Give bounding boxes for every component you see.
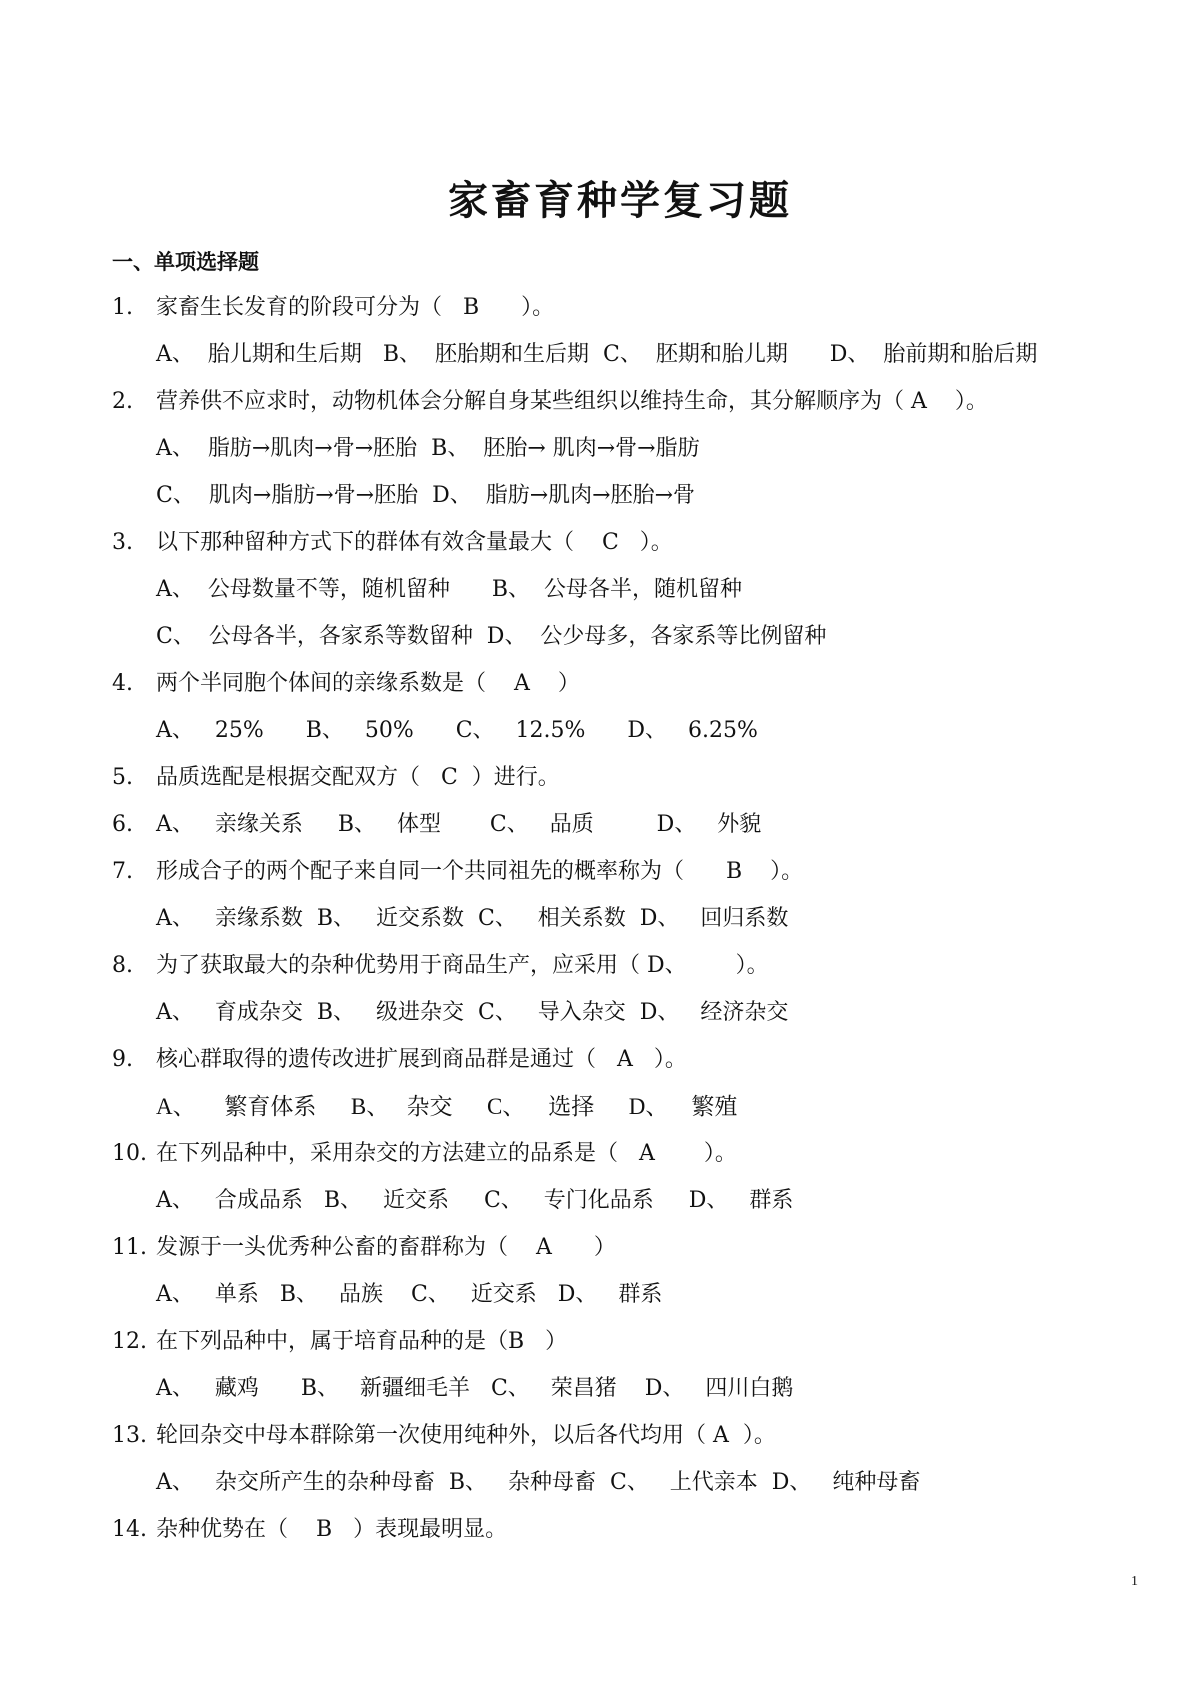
- answer-options: A、 公母数量不等，随机留种 B、 公母各半，随机留种: [156, 577, 742, 602]
- answer-options: A、 杂交所产生的杂种母畜 B、 杂种母畜 C、 上代亲本 D、 纯种母畜: [156, 1470, 921, 1495]
- question-line: [112, 808, 1152, 855]
- answer-options: A、 脂肪→肌肉→骨→胚胎 B、 胚胎→ 肌肉→骨→脂肪: [156, 436, 700, 461]
- question-line: [112, 949, 1152, 996]
- answer-options: A、 25% B、 50% C、 12.5% D、 6.25%: [156, 718, 758, 743]
- document-title: 家畜育种学复习题: [448, 178, 792, 224]
- question-line: [112, 1513, 1152, 1560]
- question-text: 核心群取得的遗传改进扩展到商品群是通过（ A ）。: [156, 1047, 687, 1072]
- section-heading: 一、单项选择题: [112, 250, 259, 274]
- question-text: 在下列品种中，采用杂交的方法建立的品系是（ A ）。: [156, 1141, 737, 1166]
- question-number: 13.: [112, 1423, 147, 1448]
- question-line: [112, 855, 1152, 902]
- question-line: [112, 761, 1152, 808]
- question-number: 3.: [112, 530, 133, 555]
- question-line: [112, 1043, 1152, 1090]
- question-line: [112, 667, 1152, 714]
- question-number: 5.: [112, 765, 133, 790]
- answer-options: C、 公母各半，各家系等数留种 D、 公少母多，各家系等比例留种: [156, 624, 827, 649]
- question-text: 形成合子的两个配子来自同一个共同祖先的概率称为（ B ）。: [156, 859, 804, 884]
- question-number: 6.: [112, 812, 133, 837]
- question-line: [112, 1231, 1152, 1278]
- question-text: 营养供不应求时，动物机体会分解自身某些组织以维持生命，其分解顺序为（ A ）。: [156, 389, 988, 414]
- question-number: 2.: [112, 389, 133, 414]
- question-number: 8.: [112, 953, 133, 978]
- question-text: 轮回杂交中母本群除第一次使用纯种外，以后各代均用（ A ）。: [156, 1423, 776, 1448]
- question-number: 9.: [112, 1047, 133, 1072]
- question-line: [112, 291, 1152, 338]
- question-text: 发源于一头优秀种公畜的畜群称为（ A ）: [156, 1235, 616, 1260]
- question-text: A、 亲缘关系 B、 体型 C、 品质 D、 外貌: [156, 812, 762, 837]
- question-number: 1.: [112, 295, 133, 320]
- question-number: 4.: [112, 671, 133, 696]
- answer-options: A、 育成杂交 B、 级进杂交 C、 导入杂交 D、 经济杂交: [156, 1000, 789, 1025]
- question-text: 为了获取最大的杂种优势用于商品生产，应采用（ D、 ）。: [156, 953, 769, 978]
- question-text: 两个半同胞个体间的亲缘系数是（ A ）: [156, 671, 580, 696]
- answer-options: A、 合成品系 B、 近交系 C、 专门化品系 D、 群系: [156, 1188, 794, 1213]
- answer-options: A、 亲缘系数 B、 近交系数 C、 相关系数 D、 回归系数: [156, 906, 789, 931]
- question-text: 家畜生长发育的阶段可分为（ B ）。: [156, 295, 555, 320]
- question-number: 10.: [112, 1141, 147, 1166]
- question-text: 在下列品种中，属于培育品种的是（B ）: [156, 1329, 568, 1354]
- question-text: 杂种优势在（ B ）表现最明显。: [156, 1517, 508, 1542]
- question-text: 以下那种留种方式下的群体有效含量最大（ C ）。: [156, 530, 673, 555]
- question-line: [112, 1137, 1152, 1184]
- question-line: [112, 526, 1152, 573]
- question-number: 14.: [112, 1517, 147, 1542]
- page-number: 1: [1131, 1574, 1138, 1589]
- question-number: 12.: [112, 1329, 147, 1354]
- question-text: 品质选配是根据交配双方（ C ）进行。: [156, 765, 560, 790]
- question-number: 11.: [112, 1235, 147, 1260]
- answer-options: C、 肌肉→脂肪→骨→胚胎 D、 脂肪→肌肉→胚胎→骨: [156, 483, 696, 508]
- question-list: [112, 291, 1152, 1560]
- answer-options: A、 单系 B、 品族 C、 近交系 D、 群系: [156, 1282, 663, 1307]
- question-line: [112, 1325, 1152, 1372]
- question-line: [112, 1419, 1152, 1466]
- answer-options: A、 藏鸡 B、 新疆细毛羊 C、 荣昌猪 D、 四川白鹅: [156, 1376, 794, 1401]
- question-number: 7.: [112, 859, 133, 884]
- answer-options: A、 繁育体系 B、 杂交 C、 选择 D、 繁殖: [156, 1094, 738, 1119]
- question-line: [112, 385, 1152, 432]
- answer-options: A、 胎儿期和生后期 B、 胚胎期和生后期 C、 胚期和胎儿期 D、 胎前期和胎后期: [156, 342, 1038, 367]
